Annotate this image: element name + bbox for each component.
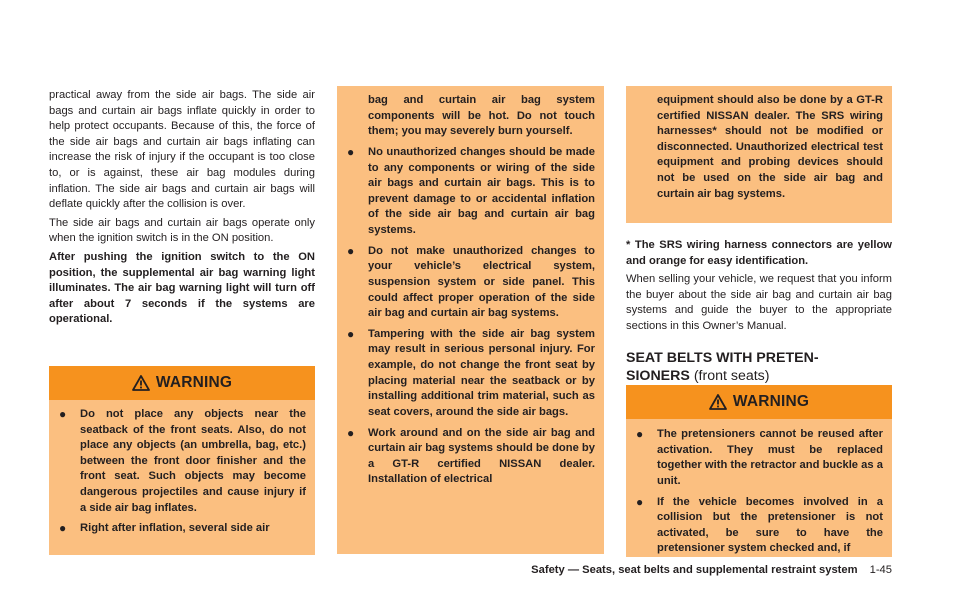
bullet: ● [347,326,355,341]
warning-list [626,419,892,557]
footer-title: Safety — Seats, seat belts and supplemental restraint system [531,564,858,576]
warning-item-text: Work around and on the side air bag and curtain air bag systems should be done by a GT-R certified NISSAN dealer. Installation of electrical [368,426,595,486]
bullet: ● [347,425,355,440]
section-title-line1: SEAT BELTS WITH PRETEN- [626,349,819,366]
warning-item-text: Tampering with the side air bag system may result in serious personal injury. For example, do not change the front seat by placing material near the seatback or by installing additional trim material, such as seat covers, around the side air bags. [368,327,595,418]
warning-item-text: Do not place any objects near the seatback of the front seats. Also, do not place any objects (an umbrella, bag, etc.) between the front door finisher and the front seat. Such objects may become dangerous projectiles and cause injury if a side air bag inflates. [80,408,306,514]
bullet: ● [636,494,644,509]
warning-continuation: bag and curtain air bag system components will be hot. Do not touch them; you may severely burn yourself. [368,94,595,138]
warning-item-text: The pretensioners cannot be reused after activation. They must be replaced together with the retractor and buckle as a unit. [657,428,883,487]
warning-item [49,521,306,537]
warning-box-middle [337,86,604,554]
warning-item [49,407,306,516]
bullet: ● [59,521,67,536]
warning-title: WARNING [155,374,233,391]
bullet: ● [347,243,355,258]
warning-continuation: equipment should also be done by a GT-R certified NISSAN dealer. The SRS wiring harnesses* should not be modified or disconnected. Unauthorized electrical test equipment and probing devices should not be used on the side air bag and curtain air bag systems. [657,94,883,200]
page-number: 1-45 [869,564,892,576]
bullet: ● [59,407,67,421]
footnote: * The SRS wiring harness connectors are yellow and orange for easy identification. [626,239,892,267]
warning-triangle-icon [132,375,150,391]
section-title [626,349,892,385]
warning-header [49,366,315,400]
bullet: ● [347,144,355,159]
warning-item-text: If the vehicle becomes involved in a collision but the pretensioner is not activated, be sure to have the pretensioner system checked and, if [657,495,883,555]
warning-item-text: Do not make unauthorized changes to your vehicle’s electrical system, suspension system or side panel. This could affect proper operation of the side air bag and curtain air bag systems. [368,244,595,320]
warning-triangle-icon [709,394,727,410]
warning-list [49,400,315,537]
warning-item [337,426,595,488]
warning-item-text: No unauthorized changes should be made to any components or wiring of the side air bags and curtain air bags. This is to prevent damage to or accidental inflation of the side air bag and curtain air bag systems. [368,145,595,236]
warning-list [337,145,595,488]
warning-box-right [626,385,892,557]
page-footer [531,564,892,576]
column-3-text [626,238,892,385]
column-1 [49,88,315,328]
section-title-sub: (front seats) [693,367,770,384]
warning-item [626,495,883,557]
warning-box-left [49,366,315,555]
warning-title: WARNING [732,393,810,410]
warning-item [337,145,595,239]
section-title-line2: SIONERS [626,367,690,384]
paragraph-selling: When selling your vehicle, we request that you inform the buyer about the side air bag and curtain air bag systems and guide the buyer to the appropriate sections in this Owner’s Manual. [626,273,892,332]
paragraph-warning-light: After pushing the ignition switch to the ON position, the supplemental air bag warning light illuminates. The air bag warning light will turn off after about 7 seconds if the systems are operational. [49,250,315,326]
warning-item [337,327,595,421]
paragraph-side-airbags: practical away from the side air bags. The side air bags and curtain air bags inflate quickly in order to help protect occupants. Because of this, the force of the side air bags and curtain air bags inflating can increase the risk of injury if the occupant is too close to, or is against, these air bag modules during inflation. The side air bags and curtain air bags will deflate quickly after the collision is over. [49,89,315,211]
bullet: ● [636,427,644,441]
warning-item [626,427,883,489]
warning-box-right-top [626,86,892,223]
paragraph-operation: The side air bags and curtain air bags operate only when the ignition switch is in the ON position. [49,216,315,245]
warning-item-text: Right after inflation, several side air [80,522,270,535]
warning-item [337,244,595,322]
warning-header [626,385,892,419]
